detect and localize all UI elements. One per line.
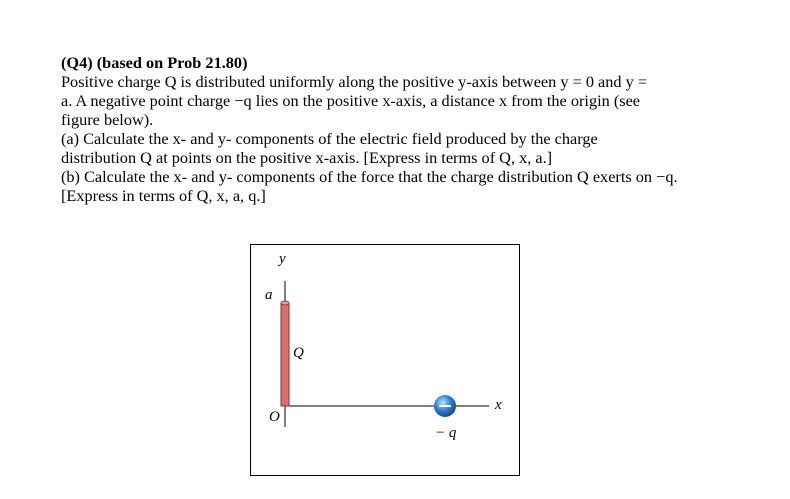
problem-line-5: distribution Q at points on the positive x-axis. [Express in terms of Q, x, a.] xyxy=(61,148,553,167)
charge-distribution-figure xyxy=(250,244,520,476)
charge-Q-label: Q xyxy=(293,345,304,361)
origin-label: O xyxy=(269,409,280,425)
x-axis-label: x xyxy=(495,397,502,413)
figure-diagram xyxy=(251,245,519,475)
problem-line-7: [Express in terms of Q, x, a, q.] xyxy=(61,186,266,205)
problem-line-4: (a) Calculate the x- and y- components of the electric field produced by the charge xyxy=(61,129,598,148)
problem-line-3: figure below). xyxy=(61,110,154,129)
problem-line-1: Positive charge Q is distributed uniformly along the positive y-axis between y = 0 and y = xyxy=(61,72,647,91)
problem-line-2: a. A negative point charge −q lies on the positive x-axis, a distance x from the origin (see xyxy=(61,91,641,110)
length-a-label: a xyxy=(265,287,273,303)
y-axis-label: y xyxy=(279,251,286,267)
problem-title: (Q4) (based on Prob 21.80) xyxy=(61,53,248,72)
problem-line-6: (b) Calculate the x- and y- components of the force that the charge distribution Q exerts on −q. xyxy=(61,167,678,186)
charged-rod xyxy=(281,303,289,406)
problem-statement xyxy=(61,53,761,205)
rod-top-cap xyxy=(281,301,289,305)
charge-neg-q-label: − q xyxy=(435,425,457,441)
